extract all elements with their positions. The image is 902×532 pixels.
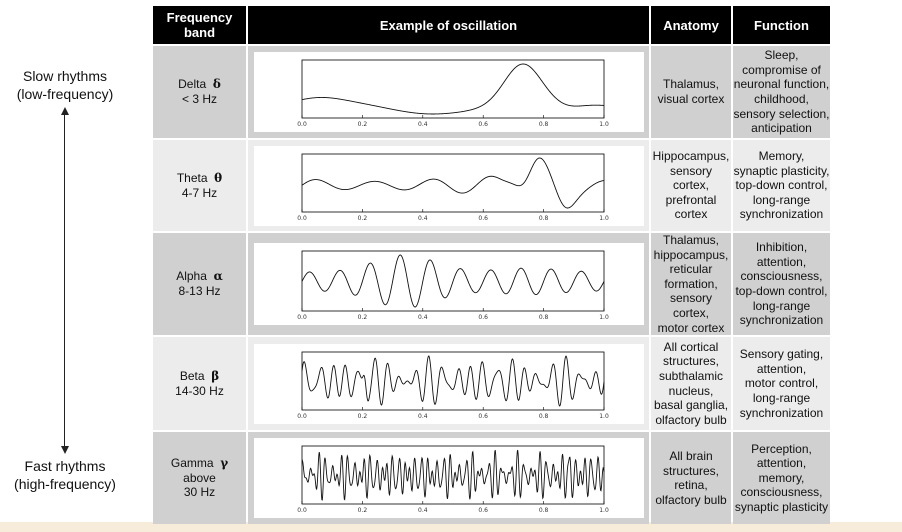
anatomy-cell-gamma xyxy=(651,432,731,524)
header-band-line1: Frequency xyxy=(166,10,233,25)
oscillation-svg xyxy=(254,146,644,226)
fast-rhythms-label xyxy=(0,457,130,493)
anatomy-line: basal ganglia, xyxy=(653,398,729,413)
function-line: synaptic plasticity xyxy=(734,500,829,515)
table-row xyxy=(153,140,830,231)
function-line: synchronization xyxy=(739,313,824,328)
oscillation-plot-beta xyxy=(254,344,644,424)
wave-cell-alpha xyxy=(248,233,649,335)
anatomy-line: Thalamus, xyxy=(662,233,720,247)
oscillation-svg xyxy=(254,438,644,518)
function-line: Perception, xyxy=(751,441,812,456)
band-cell-delta xyxy=(153,46,246,138)
oscillation-trace xyxy=(302,255,604,307)
band-cell-theta xyxy=(153,140,246,231)
function-cell-beta xyxy=(733,337,830,430)
wave-cell-theta xyxy=(248,140,649,231)
x-tick-label: 0.2 xyxy=(357,214,367,222)
band-symbol: δ xyxy=(212,77,221,92)
function-cell-theta xyxy=(733,140,830,231)
anatomy-line: prefrontal cortex xyxy=(665,192,717,222)
function-line: neuronal function, xyxy=(733,77,830,92)
x-tick-label: 1.0 xyxy=(598,214,609,222)
oscillation-plot-delta xyxy=(254,52,644,132)
function-line: synaptic plasticity, xyxy=(733,163,830,178)
anatomy-line: Thalamus, xyxy=(662,77,720,92)
x-tick-label: 1.0 xyxy=(598,412,609,420)
anatomy-line: reticular xyxy=(669,262,713,277)
band-name: Gamma xyxy=(170,456,214,471)
band-name: Theta xyxy=(176,170,208,185)
slow-rhythms-label xyxy=(0,67,130,103)
function-line: long-range xyxy=(752,298,811,313)
band-symbol: β xyxy=(211,369,220,384)
plot-frame xyxy=(302,154,604,212)
anatomy-cell-alpha xyxy=(651,233,731,335)
anatomy-cell-beta xyxy=(651,337,731,430)
frequency-bands-table xyxy=(151,4,832,526)
x-tick-label: 0.6 xyxy=(477,314,488,322)
wave-cell-beta xyxy=(248,337,649,430)
band-range: above xyxy=(183,470,216,485)
x-tick-label: 0.8 xyxy=(538,314,548,322)
anatomy-line: subthalamic xyxy=(658,369,724,384)
anatomy-line: hippocampus, xyxy=(653,247,729,262)
oscillation-svg xyxy=(254,344,644,424)
x-tick-label: 0.0 xyxy=(296,507,307,515)
x-tick-label: 0.6 xyxy=(477,214,488,222)
table-row xyxy=(153,432,830,524)
band-symbol: α xyxy=(213,269,223,284)
frequency-axis-arrow xyxy=(64,112,65,450)
function-line: childhood, xyxy=(754,92,809,106)
wave-cell-gamma xyxy=(248,432,649,524)
header-anatomy: Anatomy xyxy=(651,6,731,44)
fast-rhythms-line2: (high-frequency) xyxy=(14,476,116,492)
anatomy-cell-delta xyxy=(651,46,731,138)
x-tick-label: 0.2 xyxy=(357,507,367,515)
function-line: memory, xyxy=(758,470,805,485)
function-line: long-range xyxy=(752,390,811,405)
anatomy-line: structures, xyxy=(662,354,719,369)
x-tick-label: 0.8 xyxy=(538,121,548,128)
band-range: 14-30 Hz xyxy=(175,383,224,398)
oscillation-trace xyxy=(302,158,604,208)
x-tick-label: 0.4 xyxy=(417,214,428,222)
oscillation-plot-gamma xyxy=(254,438,644,518)
anatomy-line: structures, retina, xyxy=(662,463,719,493)
function-line: Sleep, compromise of xyxy=(742,48,821,77)
oscillation-plot-theta xyxy=(254,146,644,226)
header-row xyxy=(153,6,830,44)
oscillation-trace xyxy=(302,64,604,114)
function-line: Memory, xyxy=(758,149,805,164)
x-tick-label: 1.0 xyxy=(598,121,609,128)
x-tick-label: 0.2 xyxy=(357,314,367,322)
function-line: attention, xyxy=(756,254,807,269)
function-line: Inhibition, xyxy=(755,240,808,255)
function-line: attention, xyxy=(756,361,807,376)
plot-frame xyxy=(302,60,604,118)
slow-rhythms-line1: Slow rhythms xyxy=(22,68,108,84)
band-range: < 3 Hz xyxy=(181,92,217,106)
fast-rhythms-line1: Fast rhythms xyxy=(24,458,106,474)
header-frequency-band xyxy=(153,6,246,44)
anatomy-line: olfactory bulb xyxy=(655,412,727,427)
function-line: synchronization xyxy=(739,207,824,222)
slow-rhythms-line2: (low-frequency) xyxy=(16,86,114,102)
function-line: consciousness, xyxy=(740,485,823,500)
band-range: 30 Hz xyxy=(183,485,216,500)
function-line: Sensory gating, xyxy=(739,347,824,362)
band-name: Delta xyxy=(178,77,207,92)
x-tick-label: 0.0 xyxy=(296,121,307,128)
function-cell-delta xyxy=(733,46,830,138)
x-tick-label: 0.0 xyxy=(296,314,307,322)
oscillation-svg xyxy=(254,243,644,325)
oscillation-trace xyxy=(302,356,604,406)
x-tick-label: 0.2 xyxy=(357,412,367,420)
x-tick-label: 0.8 xyxy=(538,507,548,515)
function-cell-alpha xyxy=(733,233,830,335)
x-tick-label: 0.6 xyxy=(477,412,488,420)
anatomy-line: All brain xyxy=(669,448,713,463)
band-symbol: γ xyxy=(220,456,229,471)
oscillation-plot-alpha xyxy=(254,243,644,325)
x-tick-label: 1.0 xyxy=(598,507,609,515)
function-line: long-range xyxy=(752,192,811,207)
anatomy-cell-theta xyxy=(651,140,731,231)
x-tick-label: 0.8 xyxy=(538,412,548,420)
band-range: 4-7 Hz xyxy=(181,185,218,200)
band-cell-gamma xyxy=(153,432,246,524)
function-line: attention, xyxy=(756,456,807,471)
function-line: top-down control, xyxy=(735,178,828,193)
header-function: Function xyxy=(733,6,830,44)
x-tick-label: 0.4 xyxy=(417,412,428,420)
x-tick-label: 0.2 xyxy=(357,121,367,128)
header-example: Example of oscillation xyxy=(248,6,649,44)
x-tick-label: 0.4 xyxy=(417,121,428,128)
band-name: Beta xyxy=(179,369,205,384)
x-tick-label: 0.8 xyxy=(538,214,548,222)
anatomy-line: Hippocampus, xyxy=(652,149,730,164)
x-tick-label: 0.0 xyxy=(296,412,307,420)
anatomy-line: sensory cortex, xyxy=(669,291,713,320)
band-range: 8-13 Hz xyxy=(178,284,221,299)
function-line: top-down control, xyxy=(735,284,828,299)
anatomy-line: nucleus, xyxy=(668,383,714,398)
wave-cell-delta xyxy=(248,46,649,138)
x-tick-label: 0.4 xyxy=(417,507,428,515)
anatomy-line: olfactory bulb xyxy=(655,492,727,507)
anatomy-line: motor cortex xyxy=(657,320,725,335)
x-tick-label: 0.6 xyxy=(477,121,488,128)
x-tick-label: 0.6 xyxy=(477,507,488,515)
x-tick-label: 1.0 xyxy=(598,314,609,322)
anatomy-line: All cortical xyxy=(663,339,719,354)
table-row xyxy=(153,233,830,335)
anatomy-line: sensory cortex, xyxy=(669,163,713,193)
band-symbol: θ xyxy=(214,170,223,185)
function-line: anticipation xyxy=(751,121,812,136)
oscillation-svg xyxy=(254,52,644,132)
function-line: sensory selection, xyxy=(733,106,830,121)
table-row xyxy=(153,337,830,430)
function-cell-gamma xyxy=(733,432,830,524)
x-tick-label: 0.0 xyxy=(296,214,307,222)
x-tick-label: 0.4 xyxy=(417,314,428,322)
band-cell-alpha xyxy=(153,233,246,335)
function-line: consciousness, xyxy=(740,269,823,284)
anatomy-line: visual cortex xyxy=(657,92,725,106)
band-cell-beta xyxy=(153,337,246,430)
oscillation-trace xyxy=(302,450,604,500)
header-band-line2: band xyxy=(183,25,216,40)
band-name: Alpha xyxy=(176,269,207,284)
table-row xyxy=(153,46,830,138)
arrow-down-icon xyxy=(61,446,69,454)
anatomy-line: formation, xyxy=(664,276,718,291)
function-line: motor control, xyxy=(744,376,819,391)
function-line: synchronization xyxy=(739,405,824,420)
